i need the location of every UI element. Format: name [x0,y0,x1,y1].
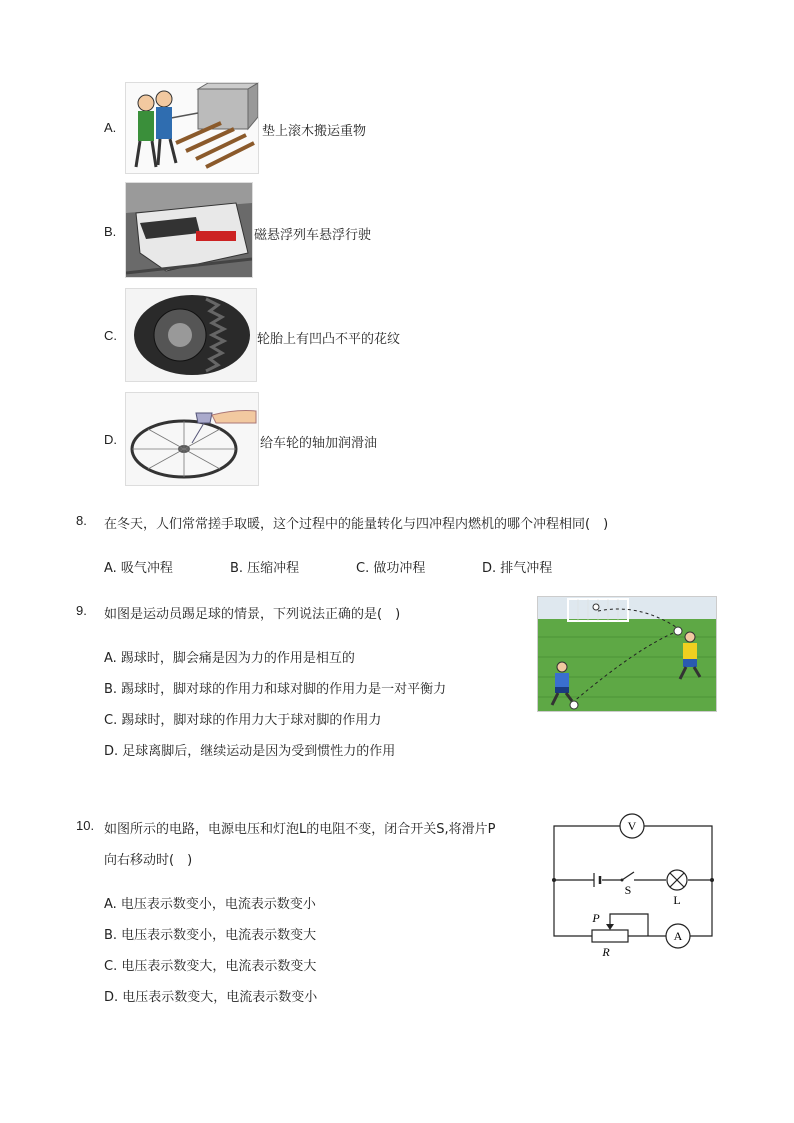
q10-choice-d[interactable]: D. 电压表示数变大，电流表示数变小 [104,990,318,1005]
q9-choice-b[interactable]: B. 踢球时，脚对球的作用力和球对脚的作用力是一对平衡力 [104,682,447,697]
option-c-letter: C. [104,328,117,343]
soccer-kick-image [537,596,717,712]
resistor-symbol [592,930,628,942]
q10-choice-b[interactable]: B. 电压表示数变小，电流表示数变大 [104,928,317,943]
option-b-letter: B. [104,224,117,239]
circuit-diagram [548,810,718,960]
option-d-text: 给车轮的轴加润滑油 [260,436,378,451]
q9-choice-c[interactable]: C. 踢球时，脚对球的作用力大于球对脚的作用力 [104,713,382,728]
question-8-text: 在冬天，人们常常搓手取暖，这个过程中的能量转化与四冲程内燃机的哪个冲程相同( ) [104,517,609,532]
voltmeter-label: V [627,819,637,833]
bicycle-wheel-image [125,392,259,486]
option-d-letter: D. [104,432,117,447]
q8-choice-d[interactable]: D. 排气冲程 [482,561,553,576]
ammeter-label: A [673,929,683,943]
option-c-text: 轮胎上有凹凸不平的花纹 [257,332,401,347]
resistor-label: R [602,945,610,959]
q9-choice-d[interactable]: D. 足球离脚后，继续运动是因为受到惯性力的作用 [104,744,396,759]
q8-choice-b[interactable]: B. 压缩冲程 [230,561,300,576]
q9-choice-a[interactable]: A. 踢球时，脚会痛是因为力的作用是相互的 [104,651,355,666]
option-a-letter: A. [104,120,117,135]
slider-label: P [592,911,600,925]
question-10-number: 10. [76,818,95,833]
switch-label: S [624,883,632,897]
q10-choice-c[interactable]: C. 电压表示数变大，电流表示数变大 [104,959,317,974]
slider-arrow [606,924,614,930]
option-a-text: 垫上滚木搬运重物 [262,124,367,139]
tire-image [125,288,257,382]
lamp-label: L [673,893,681,907]
question-9-text: 如图是运动员踢足球的情景，下列说法正确的是( ) [104,607,401,622]
option-b-text: 磁悬浮列车悬浮行驶 [254,228,372,243]
question-8-number: 8. [76,513,87,528]
q8-choice-a[interactable]: A. 吸气冲程 [104,561,173,576]
question-9-number: 9. [76,603,87,618]
rollers-image [125,82,259,174]
q8-choice-c[interactable]: C. 做功冲程 [356,561,426,576]
question-10-text-line2: 向右移动时( ) [104,853,193,868]
q10-choice-a[interactable]: A. 电压表示数变小，电流表示数变小 [104,897,316,912]
maglev-train-image [125,182,253,278]
question-10-text-line1: 如图所示的电路，电源电压和灯泡L的电阻不变，闭合开关S,将滑片P [104,822,496,837]
